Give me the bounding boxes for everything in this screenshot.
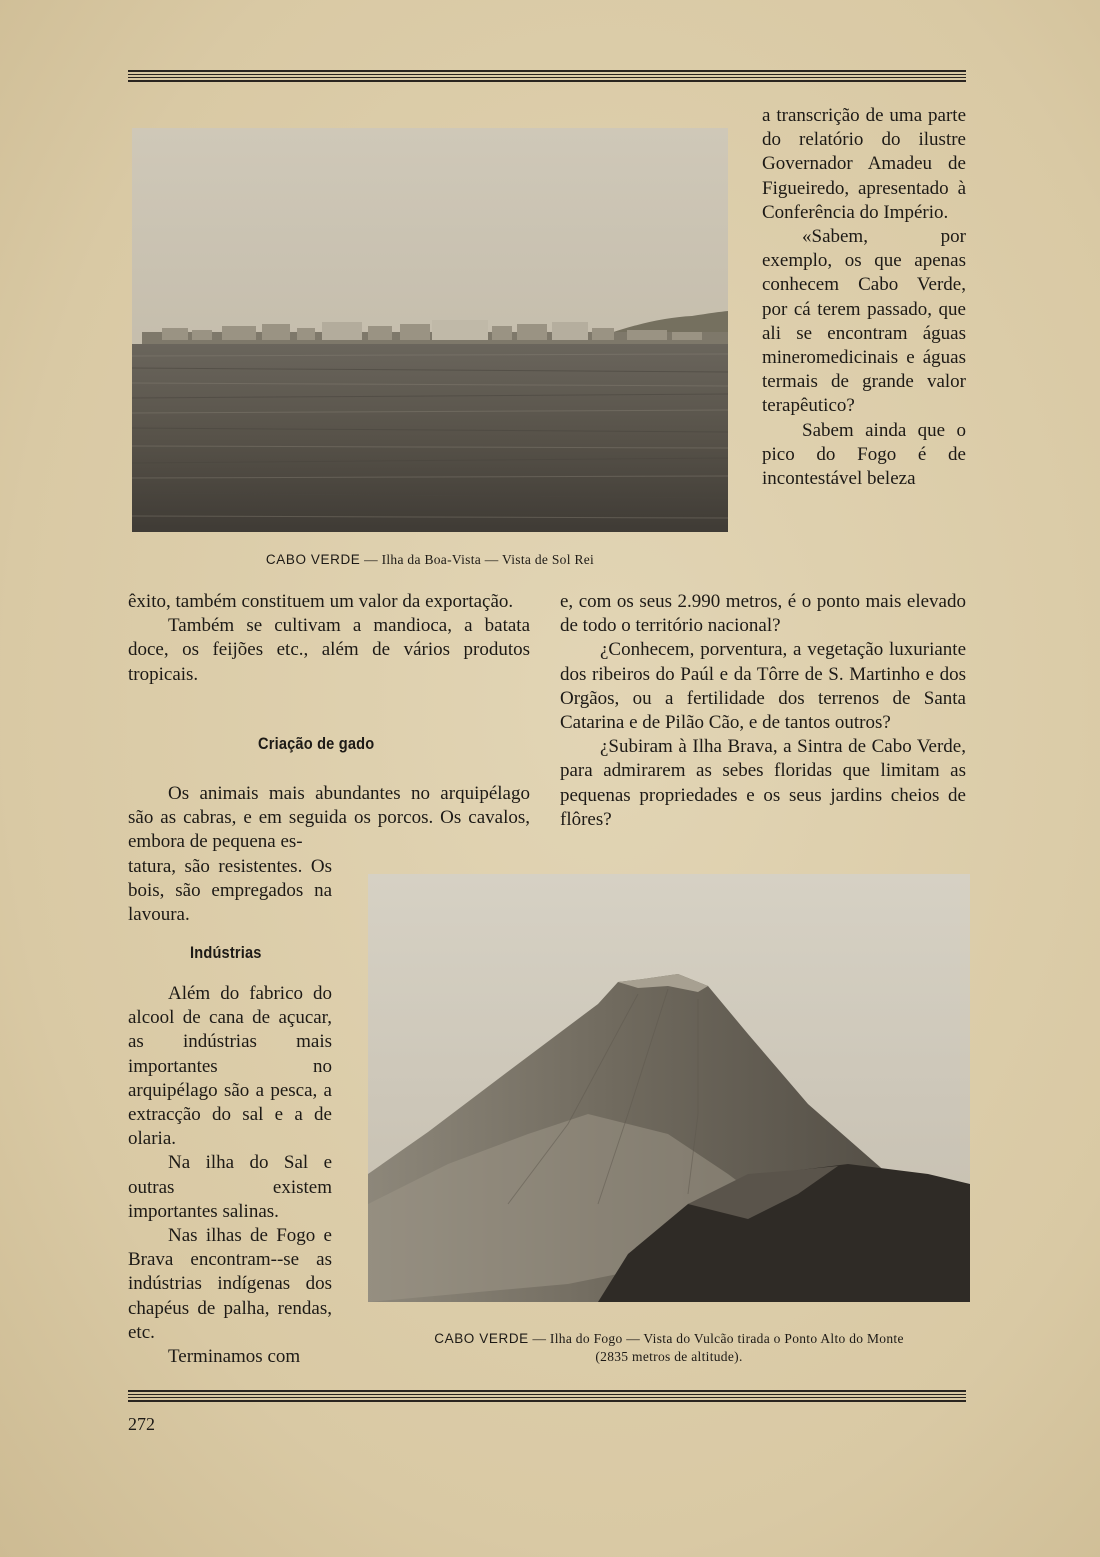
photo-boa-vista	[132, 128, 728, 532]
paragraph: tatura, são resistentes. Os bois, são empregados na lavoura.	[128, 856, 332, 926]
paragraph: Sabem ainda que o pico do Fogo é de incontestável beleza	[762, 419, 966, 490]
paragraph: e, com os seus 2.990 metros, é o ponto mais elevado de todo o território nacional?	[560, 591, 966, 637]
photo-fogo-caption	[368, 1330, 970, 1366]
paragraph: Além do fabrico do alcool de cana de açucar, as indústrias mais importantes no arquipélago são a pesca, a extracção do sal e a de olaria.	[128, 983, 332, 1150]
heading-industrias: Indústrias	[190, 943, 262, 962]
industries-column	[128, 982, 332, 1369]
left-column-top	[128, 590, 530, 687]
cattle-paragraph-continued	[128, 855, 332, 928]
heading-criacao-de-gado: Criação de gado	[258, 734, 375, 753]
page-number: 272	[128, 1414, 155, 1434]
caption-prefix: CABO VERDE	[265, 552, 361, 567]
paragraph: «Sabem, por exemplo, os que apenas conhecem Cabo Verde, por cá terem passado, que ali se encontram águas mineromedicinais e águas termais de grande valor terapêutico?	[762, 226, 966, 417]
paragraph: a transcrição de uma parte do relatório do ilustre Governador Amadeu de Figueiredo, apresentado à Conferência do Império.	[762, 105, 966, 223]
photo-fogo-volcano	[368, 874, 970, 1302]
caption-prefix: CABO VERDE	[434, 1331, 529, 1346]
paragraph: Nas ilhas de Fogo e Brava encontram--se as indústrias indígenas dos chapéus de palha, rendas, etc.	[128, 1225, 332, 1343]
right-column-top	[762, 104, 966, 491]
paragraph: êxito, também constituem um valor da exportação.	[128, 591, 514, 612]
paragraph: ¿Conhecem, porventura, a vegetação luxuriante dos ribeiros do Paúl e da Tôrre de S. Martinho e dos Orgãos, ou a fertilidade dos terrenos de Santa Catarina e de Pilão Cão, e de tantos outros?	[560, 639, 966, 734]
caption-text: — Ilha do Fogo — Vista do Vulcão tirada o Ponto Alto do Monte	[528, 1331, 904, 1346]
caption-text: — Ilha da Boa-Vista — Vista de Sol Rei	[360, 552, 595, 567]
photo-boa-vista-caption	[160, 552, 700, 568]
caption-text-line2: (2835 metros de altitude).	[595, 1349, 743, 1364]
paragraph: Também se cultivam a mandioca, a batata doce, os feijões etc., além de vários produtos tropicais.	[128, 615, 530, 685]
right-column-middle	[560, 590, 966, 832]
paragraph: Na ilha do Sal e outras existem importantes salinas.	[128, 1152, 332, 1222]
paragraph: ¿Subiram à Ilha Brava, a Sintra de Cabo Verde, para admirarem as sebes floridas que limitam as pequenas propriedades e os seus jardins cheios de flôres?	[560, 736, 966, 830]
bottom-rule	[128, 1390, 966, 1404]
top-rule	[128, 70, 966, 84]
cattle-paragraph	[128, 782, 530, 855]
paragraph: Os animais mais abundantes no arquipélago são as cabras, e em seguida os porcos. Os cavalos, embora de pequena es-	[128, 783, 530, 853]
paragraph: Terminamos com	[168, 1346, 301, 1368]
